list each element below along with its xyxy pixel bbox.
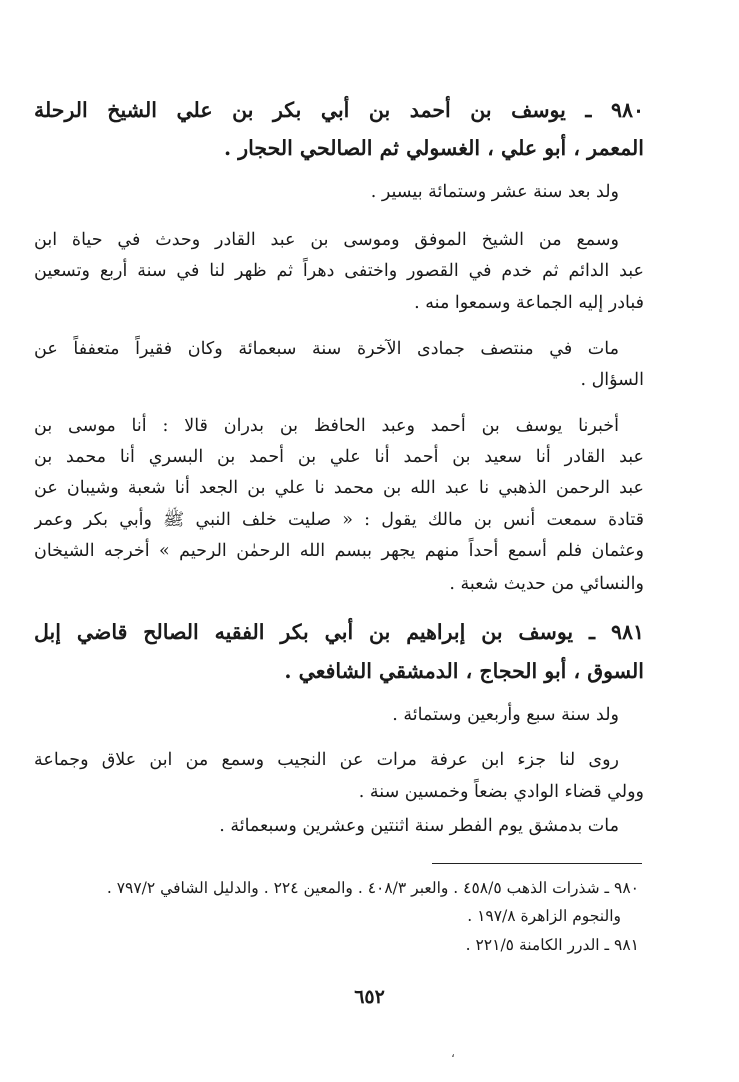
entry-980-hadith-line-2: عبد القادر أنا سعيد بن أحمد أنا علي بن أحمد بن البسري أنا محمد بن <box>34 447 644 467</box>
footnote-980-line-2: والنجوم الزاهرة ١٩٧/٨ . <box>467 907 621 925</box>
page-number: ٦٥٢ <box>354 986 385 1008</box>
entry-980-study-line-2: عبد الدائم ثم خدم في القصور واختفى دهراً ثم ظهر لنا في سنة أربع وتسعين <box>34 261 644 281</box>
entry-981-death: مات بدمشق يوم الفطر سنة اثنتين وعشرين وسبعمائة . <box>219 816 619 836</box>
margin-mark: ، <box>451 1046 455 1060</box>
entry-980-hadith-line-6: والنسائي من حديث شعبة . <box>449 574 644 594</box>
entry-981-bio-line-1: روى لنا جزء ابن عرفة مرات عن النجيب وسمع من ابن علاق وجماعة <box>34 750 619 770</box>
entry-980-hadith-line-5: وعثمان فلم أسمع أحداً منهم يجهر ببسم الله الرحمٰن الرحيم » أخرجه الشيخان <box>34 541 644 561</box>
entry-981-bio-line-2: وولي قضاء الوادي بضعاً وخمسين سنة . <box>358 782 644 802</box>
entry-980-death-line-1: مات في منتصف جمادى الآخرة سنة سبعمائة وكان فقيراً متعففاً عن <box>34 339 619 359</box>
entry-980-birth: ولد بعد سنة عشر وستمائة بيسير . <box>370 182 619 202</box>
entry-980-hadith-line-1: أخبرنا يوسف بن أحمد وعبد الحافظ بن بدران قالا : أنا موسى بن <box>34 416 619 436</box>
entry-980-death-line-2: السؤال . <box>580 370 644 390</box>
entry-980-heading-line-1: ٩٨٠ ـ يوسف بن أحمد بن أبي بكر بن علي الشيخ الرحلة <box>34 98 644 122</box>
entry-980-study-line-3: فبادر إليه الجماعة وسمعوا منه . <box>414 293 644 313</box>
entry-980-hadith-line-3: عبد الرحمن الذهبي نا عبد الله بن محمد نا علي بن الجعد أنا شعبة وشيبان عن <box>34 478 644 498</box>
footnote-980-line-1: ٩٨٠ ـ شذرات الذهب ٤٥٨/٥ . والعبر ٤٠٨/٣ . والمعين ٢٢٤ . والدليل الشافي ٧٩٧/٢ . <box>106 879 639 897</box>
entry-980-study-line-1: وسمع من الشيخ الموفق وموسى بن عبد القادر وحدث في حياة ابن <box>34 230 619 250</box>
entry-981-birth: ولد سنة سبع وأربعين وستمائة . <box>392 705 619 725</box>
entry-981-heading-line-2: السوق ، أبو الحجاج ، الدمشقي الشافعي . <box>284 659 644 683</box>
entry-980-heading-line-2: المعمر ، أبو علي ، الغسولي ثم الصالحي الحجار . <box>223 136 644 160</box>
entry-980-hadith-line-4: قتادة سمعت أنس بن مالك يقول : « صليت خلف النبي ﷺ وأبي بكر وعمر <box>34 510 644 530</box>
footnote-981: ٩٨١ ـ الدرر الكامنة ٢٢١/٥ . <box>465 936 639 954</box>
entry-981-heading-line-1: ٩٨١ ـ يوسف بن إبراهيم بن أبي بكر الفقيه الصالح قاضي إبل <box>34 620 644 644</box>
footnote-separator <box>432 863 642 864</box>
